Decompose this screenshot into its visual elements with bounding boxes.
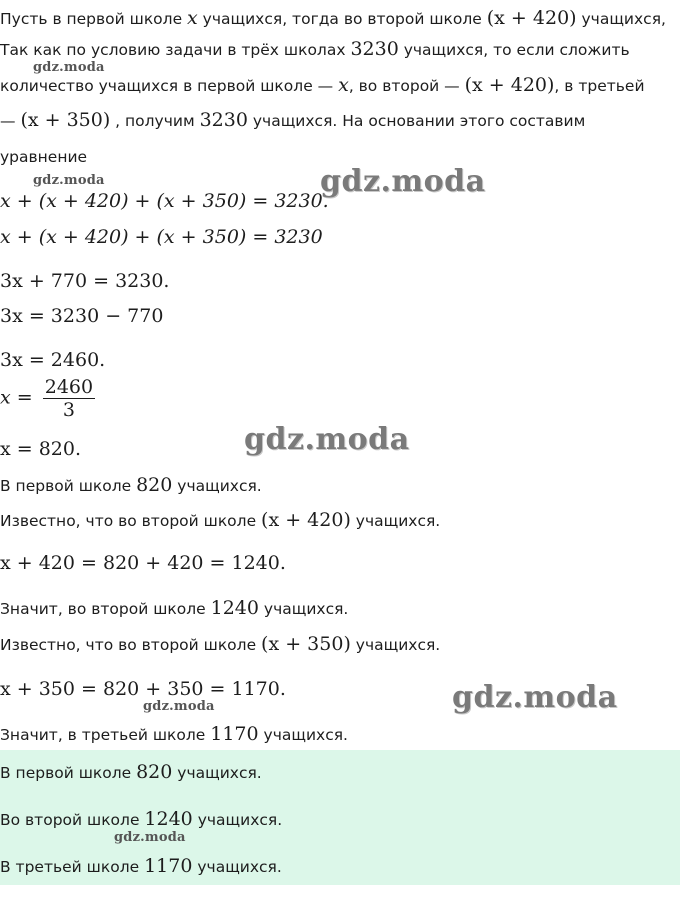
equation-8: x + 420 = 820 + 420 = 1240. xyxy=(0,552,286,574)
text-line-3: Значит, во второй школе 1240 учащихся. xyxy=(0,597,349,619)
text-line-1: В первой школе 820 учащихся. xyxy=(0,474,262,496)
watermark-big: gdz.moda xyxy=(452,680,618,715)
math-number: 3230 xyxy=(350,38,399,60)
equation-5: 3x = 2460. xyxy=(0,349,106,371)
watermark-big: gdz.moda xyxy=(244,422,410,457)
fraction-numerator: 2460 xyxy=(44,376,94,398)
answer-line-3: В третьей школе 1170 учащихся. xyxy=(0,855,282,877)
equation-3: 3x + 770 = 3230. xyxy=(0,270,170,292)
equation-2: x + (x + 420) + (x + 350) = 3230 xyxy=(0,226,323,248)
answer-line-2: Во второй школе 1240 учащихся. xyxy=(0,808,283,830)
math-expr: (x + 420) xyxy=(464,74,555,96)
equation-7: x = 820. xyxy=(0,438,82,460)
math-expr: (x + 420) xyxy=(486,7,577,29)
text-line-5: Значит, в третьей школе 1170 учащихся. xyxy=(0,723,348,745)
intro-line-1: Пусть в первой школе x учащихся, тогда во второй школе (x + 420) учащихся, xyxy=(0,7,666,29)
text-line-4: Известно, что во второй школе (x + 350) учащихся. xyxy=(0,633,441,655)
var-x: x xyxy=(338,74,349,96)
fraction xyxy=(43,376,95,421)
equation-9: x + 350 = 820 + 350 = 1170. xyxy=(0,678,286,700)
intro-line-5: уравнение xyxy=(0,148,88,166)
intro-line-2: Так как по условию задачи в трёх школах 3230 учащихся, то если сложить xyxy=(0,38,630,60)
equation-1: x + (x + 420) + (x + 350) = 3230. xyxy=(0,190,329,212)
text-line-2: Известно, что во второй школе (x + 420) учащихся. xyxy=(0,509,441,531)
watermark-big: gdz.moda xyxy=(320,164,486,199)
fraction-denominator: 3 xyxy=(62,399,75,421)
watermark-small: gdz.moda xyxy=(114,830,186,845)
answer-box xyxy=(0,750,680,885)
math-number: 3230 xyxy=(199,109,248,131)
math-expr: (x + 350) xyxy=(20,109,111,131)
equation-4: 3x = 3230 − 770 xyxy=(0,305,164,327)
equation-6: x = $\frac{2460}{3}$ xyxy=(0,376,94,421)
answer-line-1: В первой школе 820 учащихся. xyxy=(0,761,262,783)
watermark-small: gdz.moda xyxy=(33,60,105,75)
intro-line-3: количество учащихся в первой школе — x, во второй — (x + 420), в третьей xyxy=(0,74,645,96)
intro-line-4: — (x + 350) , получим 3230 учащихся. На основании этого составим xyxy=(0,109,586,131)
watermark-small: gdz.moda xyxy=(33,173,105,188)
var-x: x xyxy=(187,7,198,29)
watermark-small: gdz.moda xyxy=(143,699,215,714)
